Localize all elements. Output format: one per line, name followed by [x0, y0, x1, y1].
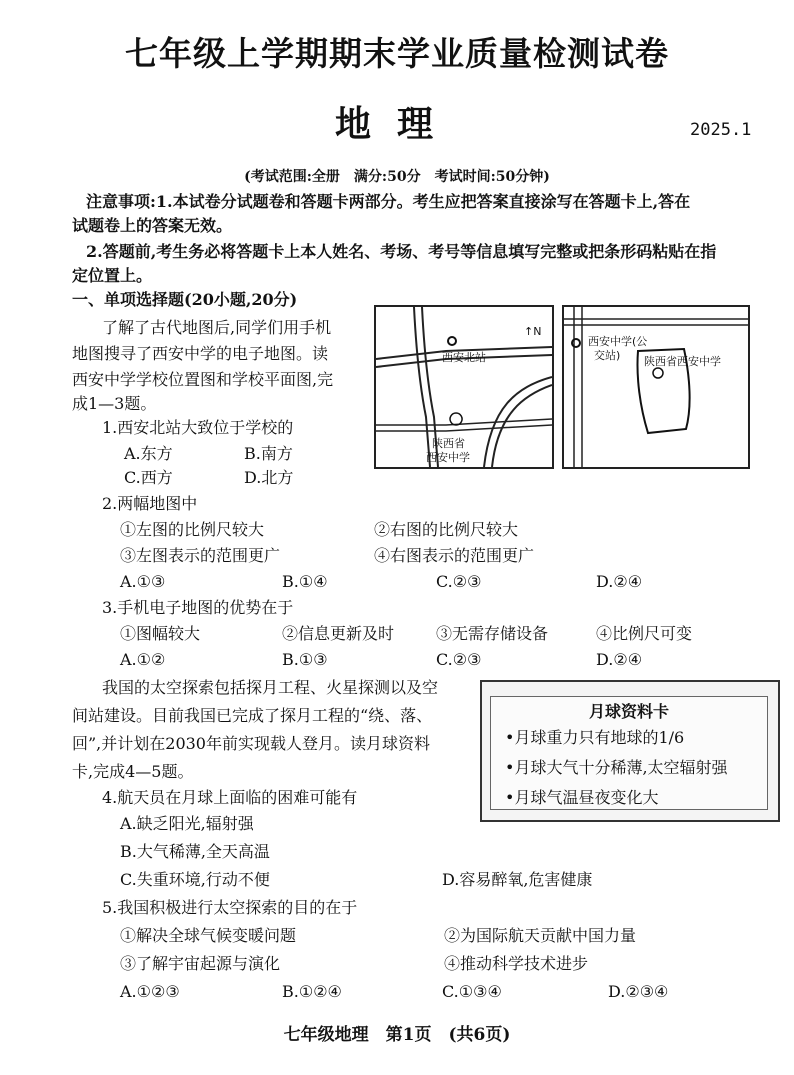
q3-statement-1: ①图幅较大 — [120, 624, 201, 643]
exam-date: 2025.1 — [690, 120, 752, 140]
q2-statement-3: ③左图表示的范围更广 — [120, 546, 281, 565]
q2-option-a: A.①③ — [120, 572, 166, 591]
q1-option-c: C.西方 — [124, 468, 173, 487]
q4-option-b: B.大气稀薄,全天高温 — [120, 842, 270, 861]
q3-option-b: B.①③ — [282, 650, 328, 669]
q4-option-a: A.缺乏阳光,辐射强 — [120, 814, 254, 833]
q5-statement-2: ②为国际航天贡献中国力量 — [444, 926, 637, 945]
q2-option-c: C.②③ — [436, 572, 482, 591]
q5-stem: 5.我国积极进行太空探索的目的在于 — [102, 898, 358, 917]
q2-option-b: B.①④ — [282, 572, 328, 591]
q3-option-c: C.②③ — [436, 650, 482, 669]
q3-statement-2: ②信息更新及时 — [282, 624, 395, 643]
school-label-line-1: 陕西省 — [432, 437, 465, 450]
intro2-line-2: 间站建设。目前我国已完成了探月工程的“绕、落、 — [72, 706, 433, 725]
north-label: N — [533, 325, 542, 338]
q5-statement-4: ④推动科学技术进步 — [444, 954, 589, 973]
moon-card-item-2: •月球大气十分稀薄,太空辐射强 — [505, 758, 728, 777]
q5-statement-1: ①解决全球气候变暖问题 — [120, 926, 297, 945]
q5-option-d: D.②③④ — [608, 982, 669, 1001]
q1-option-a: A.东方 — [124, 444, 173, 463]
q3-statement-3: ③无需存储设备 — [436, 624, 549, 643]
intro2-line-4: 卡,完成4—5题。 — [72, 762, 194, 781]
q5-option-c: C.①③④ — [442, 982, 502, 1001]
q1-option-b: B.南方 — [244, 444, 293, 463]
q3-option-d: D.②④ — [596, 650, 643, 669]
q3-stem: 3.手机电子地图的优势在于 — [102, 598, 294, 617]
exam-title: 七年级上学期期末学业质量检测试卷 — [125, 34, 669, 73]
bus-stop-label-line-2: 交站) — [594, 349, 621, 362]
moon-card-title: 月球资料卡 — [588, 702, 669, 721]
school-label-line-2: 西安中学 — [426, 451, 470, 464]
q1-stem: 1.西安北站大致位于学校的 — [102, 418, 294, 437]
school-plan-label: 陕西省西安中学 — [644, 355, 721, 368]
moon-card-inner — [490, 696, 768, 810]
bus-stop-label-line-1: 西安中学(公 — [588, 335, 648, 348]
intro2-line-1: 我国的太空探索包括探月工程、火星探测以及空 — [102, 678, 439, 697]
moon-data-card — [480, 680, 780, 822]
q5-statement-3: ③了解宇宙起源与演化 — [120, 954, 281, 973]
notes-line-4: 定位置上。 — [72, 266, 153, 285]
notes-line-3: 2.答题前,考生务必将答题卡上本人姓名、考场、考号等信息填写完整或把条形码粘贴在指 — [86, 242, 717, 261]
intro1-line-3: 西安中学学校位置图和学校平面图,完 — [72, 370, 334, 389]
north-arrow-icon: ↑N — [524, 325, 542, 338]
q2-statement-2: ②右图的比例尺较大 — [374, 520, 519, 539]
school-location-map — [374, 305, 554, 469]
intro1-line-1: 了解了古代地图后,同学们用手机 — [102, 318, 332, 337]
intro2-line-3: 回”,并计划在2030年前实现载人登月。读月球资料 — [72, 734, 430, 753]
q5-option-a: A.①②③ — [120, 982, 180, 1001]
subject-title: 地理 — [334, 103, 459, 145]
q4-option-d: D.容易醉氧,危害健康 — [442, 870, 593, 889]
page-footer: 七年级地理 第1页 (共6页) — [283, 1025, 511, 1045]
exam-info: (考试范围:全册 满分:50分 考试时间:50分钟) — [244, 169, 550, 185]
section-heading: 一、单项选择题(20小题,20分) — [72, 290, 298, 309]
q3-option-a: A.①② — [120, 650, 166, 669]
q5-option-b: B.①②④ — [282, 982, 342, 1001]
q1-option-d: D.北方 — [244, 468, 294, 487]
moon-card-item-3: •月球气温昼夜变化大 — [505, 788, 659, 807]
station-label: 西安北站 — [442, 351, 486, 364]
q2-option-d: D.②④ — [596, 572, 643, 591]
intro1-line-2: 地图搜寻了西安中学的电子地图。读 — [72, 344, 329, 363]
q4-option-c: C.失重环境,行动不便 — [120, 870, 270, 889]
q4-stem: 4.航天员在月球上面临的困难可能有 — [102, 788, 358, 807]
q2-statement-4: ④右图表示的范围更广 — [374, 546, 535, 565]
intro1-line-4: 成1—3题。 — [72, 394, 157, 413]
school-plan-map — [562, 305, 750, 469]
q2-stem: 2.两幅地图中 — [102, 494, 198, 513]
q2-statement-1: ①左图的比例尺较大 — [120, 520, 265, 539]
moon-card-item-1: •月球重力只有地球的1/6 — [505, 728, 685, 747]
q3-statement-4: ④比例尺可变 — [596, 624, 693, 643]
notes-line-1: 注意事项:1.本试卷分试题卷和答题卡两部分。考生应把答案直接涂写在答题卡上,答在 — [86, 192, 691, 211]
notes-line-2: 试题卷上的答案无效。 — [72, 216, 233, 235]
school-plan-roads — [564, 307, 748, 467]
